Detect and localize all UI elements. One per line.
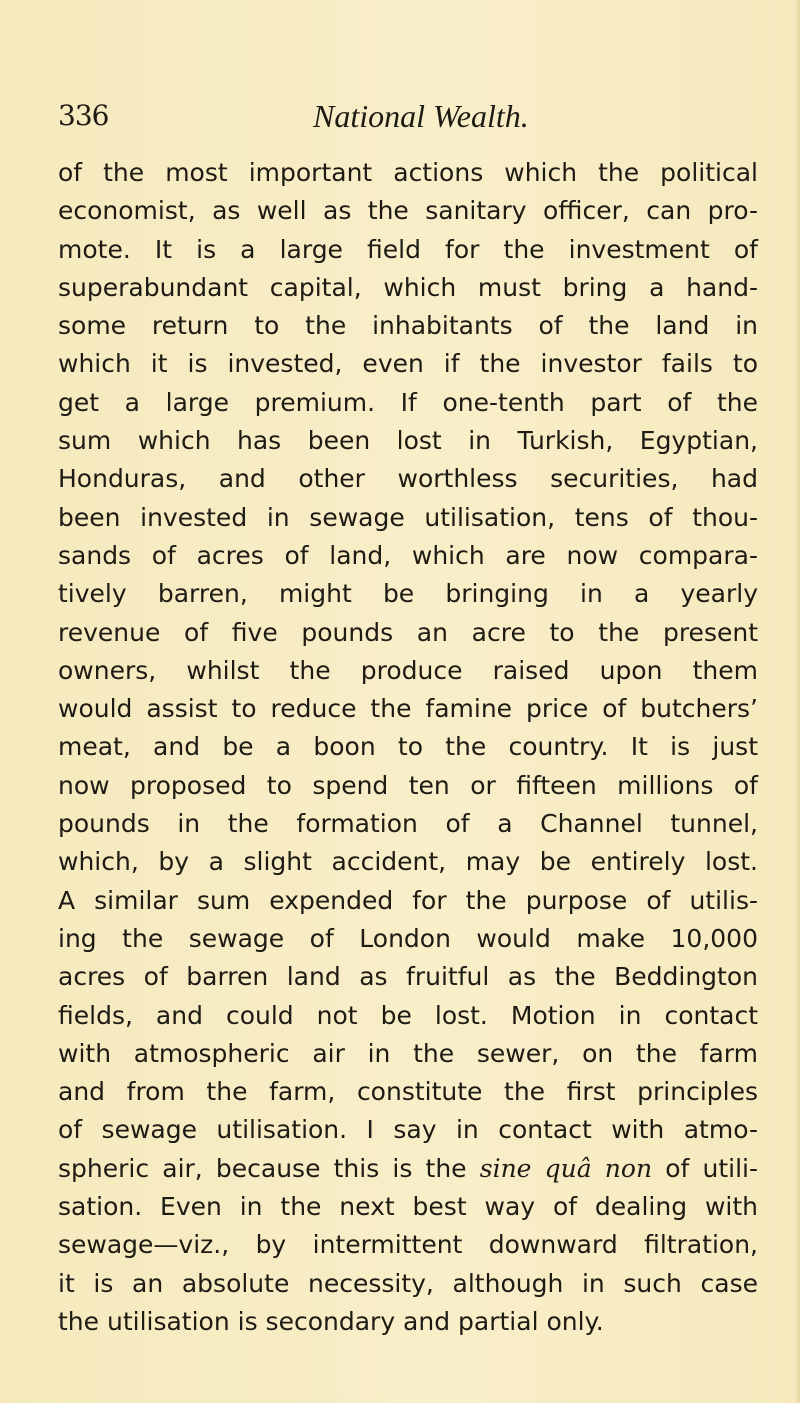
text-line: A similar sum expended for the purpose of utilis- <box>58 885 758 915</box>
text-line: would assist to reduce the famine price of butchers’ <box>58 694 758 724</box>
text-line: been invested in sewage utilisation, tens of thou- <box>58 502 758 532</box>
text-line: mote. It is a large field for the investment of <box>58 234 758 264</box>
text-line: ing the sewage of London would make 10,000 <box>58 923 758 953</box>
text-line-with-latin <box>58 1150 758 1188</box>
text-line: of the most important actions which the political <box>58 158 758 187</box>
running-head: National Wealth. <box>313 98 529 134</box>
body-text <box>58 154 758 1341</box>
text-line: superabundant capital, which must bring a hand- <box>58 272 758 302</box>
text-line: which, by a slight accident, may be entirely lost. <box>58 847 758 877</box>
text-line: meat, and be a boon to the country. It is just <box>58 732 758 762</box>
text-line: some return to the inhabitants of the land in <box>58 311 758 341</box>
page-number: 336 <box>58 99 109 132</box>
text-line: sum which has been lost in Turkish, Egyptian, <box>58 426 758 456</box>
text-line: sands of acres of land, which are now compara- <box>58 540 758 570</box>
text-line: and from the farm, constitute the first principles <box>58 1077 758 1107</box>
text-line: which it is invested, even if the investor fails to <box>58 349 758 379</box>
text-line: owners, whilst the produce raised upon them <box>58 655 758 685</box>
text-line: acres of barren land as fruitful as the Beddington <box>58 962 758 992</box>
text-line: pounds in the formation of a Channel tunnel, <box>58 809 758 839</box>
text-line: get a large premium. If one-tenth part of the <box>58 387 758 417</box>
text-line: Honduras, and other worthless securities, had <box>58 464 758 494</box>
text-line: tively barren, might be bringing in a yearly <box>58 579 758 609</box>
text-line: it is an absolute necessity, although in such case <box>58 1268 758 1298</box>
text-line: sation. Even in the next best way of dealing with <box>58 1192 758 1222</box>
text-line-last: the utilisation is secondary and partial only. <box>58 1306 604 1336</box>
text-segment: spheric air, because this is the <box>58 1153 467 1183</box>
page-header <box>58 96 758 140</box>
latin-phrase: sine quâ non <box>479 1153 653 1183</box>
text-line: now proposed to spend ten or fifteen millions of <box>58 770 758 800</box>
text-line: sewage—viz., by intermittent downward filtration, <box>58 1230 758 1260</box>
page-edge-shadow <box>794 0 800 1403</box>
text-line: of sewage utilisation. I say in contact with atmo- <box>58 1115 758 1145</box>
text-line: economist, as well as the sanitary officer, can pro- <box>58 196 758 226</box>
text-line: fields, and could not be lost. Motion in contact <box>58 1000 758 1030</box>
text-line: revenue of five pounds an acre to the present <box>58 617 758 647</box>
text-line: with atmospheric air in the sewer, on the farm <box>58 1038 758 1068</box>
text-segment: of utili- <box>665 1153 758 1183</box>
